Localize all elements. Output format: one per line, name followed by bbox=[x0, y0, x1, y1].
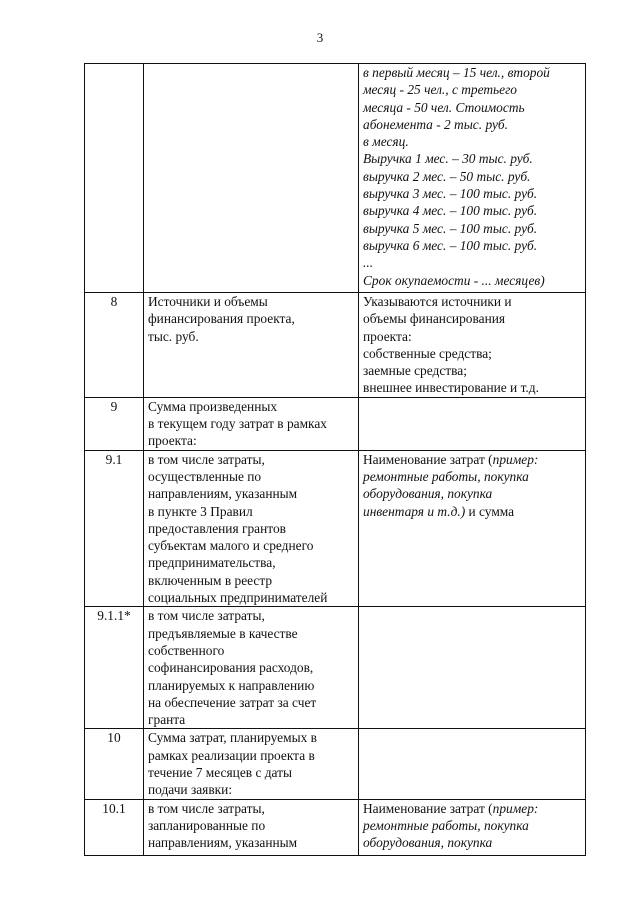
description-line: Сумма затрат, планируемых в bbox=[148, 730, 317, 746]
row-description bbox=[144, 450, 359, 607]
note-line: ремонтные работы, покупка bbox=[363, 468, 529, 484]
note-line: ремонтные работы, покупка bbox=[363, 817, 529, 833]
description-line: гранта bbox=[148, 712, 186, 728]
note-fragment: пример: bbox=[492, 800, 539, 816]
description-line: предъявляемые в качестве bbox=[148, 625, 298, 641]
description-line: предпринимательства, bbox=[148, 555, 276, 571]
note-line bbox=[363, 451, 581, 468]
row-number: 8 bbox=[85, 293, 144, 398]
table-row bbox=[85, 397, 586, 450]
note-line: объемы финансирования bbox=[363, 311, 506, 327]
description-line: подачи заявки: bbox=[148, 782, 233, 798]
row-note bbox=[359, 607, 586, 729]
description-line: финансирования проекта, bbox=[148, 311, 295, 327]
table-body bbox=[85, 64, 586, 856]
note-fragment: пример: bbox=[492, 451, 539, 467]
description-line: тыс. руб. bbox=[148, 328, 199, 344]
row-number: 10 bbox=[85, 729, 144, 799]
row-description bbox=[144, 607, 359, 729]
note-fragment: инвентаря и т.д.) bbox=[363, 503, 466, 519]
description-line: на обеспечение затрат за счет bbox=[148, 694, 317, 710]
note-line: в первый месяц – 15 чел., второй bbox=[363, 65, 550, 80]
note-line: выручка 6 мес. – 100 тыс. руб. bbox=[363, 237, 538, 253]
description-line: осуществленные по bbox=[148, 468, 262, 484]
table-row bbox=[85, 64, 586, 293]
row-description bbox=[144, 64, 359, 293]
description-line: направлениям, указанным bbox=[148, 486, 298, 502]
note-line: внешнее инвестирование и т.д. bbox=[363, 380, 539, 396]
note-line: абонемента - 2 тыс. руб. bbox=[363, 116, 508, 132]
table-row bbox=[85, 799, 586, 855]
row-note bbox=[359, 293, 586, 398]
note-line bbox=[363, 800, 581, 817]
description-line: запланированные по bbox=[148, 817, 266, 833]
table-row bbox=[85, 729, 586, 799]
description-line: включенным в реестр bbox=[148, 572, 273, 588]
row-note bbox=[359, 729, 586, 799]
note-line: выручка 4 мес. – 100 тыс. руб. bbox=[363, 203, 538, 219]
description-line: Источники и объемы bbox=[148, 294, 268, 309]
description-line: в том числе затраты, bbox=[148, 451, 265, 467]
note-line: заемные средства; bbox=[363, 363, 467, 379]
table-row bbox=[85, 450, 586, 607]
description-line: собственного bbox=[148, 642, 225, 658]
note-line: выручка 2 мес. – 50 тыс. руб. bbox=[363, 168, 531, 184]
description-line: в том числе затраты, bbox=[148, 608, 265, 624]
note-line: собственные средства; bbox=[363, 345, 492, 361]
note-line bbox=[363, 503, 581, 520]
description-line: в текущем году затрат в рамках bbox=[148, 416, 327, 432]
row-number bbox=[85, 64, 144, 293]
financing-table bbox=[84, 63, 586, 856]
row-description bbox=[144, 799, 359, 855]
description-line: в том числе затраты, bbox=[148, 800, 265, 816]
row-number: 10.1 bbox=[85, 799, 144, 855]
description-line: Сумма произведенных bbox=[148, 398, 278, 414]
note-line: оборудования, покупка bbox=[363, 486, 493, 502]
description-line: планируемых к направлению bbox=[148, 677, 315, 693]
description-line: субъектам малого и среднего bbox=[148, 538, 314, 554]
note-line: месяца - 50 чел. Стоимость bbox=[363, 99, 525, 115]
note-fragment: Наименование затрат ( bbox=[363, 451, 493, 467]
row-number: 9.1 bbox=[85, 450, 144, 607]
row-note bbox=[359, 799, 586, 855]
note-line: ... bbox=[363, 255, 374, 271]
page-number: 3 bbox=[316, 30, 324, 45]
description-line: направлениям, указанным bbox=[148, 835, 298, 851]
description-line: рамках реализации проекта в bbox=[148, 747, 315, 763]
note-line: Выручка 1 мес. – 30 тыс. руб. bbox=[363, 151, 533, 167]
description-line: предоставления грантов bbox=[148, 520, 286, 536]
description-line: в пункте 3 Правил bbox=[148, 503, 253, 519]
description-line: течение 7 месяцев с даты bbox=[148, 765, 292, 781]
note-fragment: и сумма bbox=[465, 503, 515, 519]
description-line: проекта: bbox=[148, 433, 197, 449]
row-description bbox=[144, 397, 359, 450]
row-note bbox=[359, 397, 586, 450]
row-note bbox=[359, 64, 586, 293]
row-description bbox=[144, 729, 359, 799]
note-line: оборудования, покупка bbox=[363, 835, 493, 851]
table-row bbox=[85, 293, 586, 398]
row-description bbox=[144, 293, 359, 398]
note-line: выручка 5 мес. – 100 тыс. руб. bbox=[363, 220, 538, 236]
note-fragment: Наименование затрат ( bbox=[363, 800, 493, 816]
note-line: проекта: bbox=[363, 328, 412, 344]
table-row bbox=[85, 607, 586, 729]
note-line: в месяц. bbox=[363, 134, 409, 150]
row-note bbox=[359, 450, 586, 607]
row-number: 9 bbox=[85, 397, 144, 450]
note-line: месяц - 25 чел., с третьего bbox=[363, 82, 517, 98]
row-number: 9.1.1* bbox=[85, 607, 144, 729]
description-line: софинансирования расходов, bbox=[148, 660, 314, 676]
description-line: социальных предпринимателей bbox=[148, 590, 328, 606]
note-line: Срок окупаемости - ... месяцев) bbox=[363, 272, 545, 288]
note-line: Указываются источники и bbox=[363, 294, 512, 309]
note-line: выручка 3 мес. – 100 тыс. руб. bbox=[363, 186, 538, 202]
